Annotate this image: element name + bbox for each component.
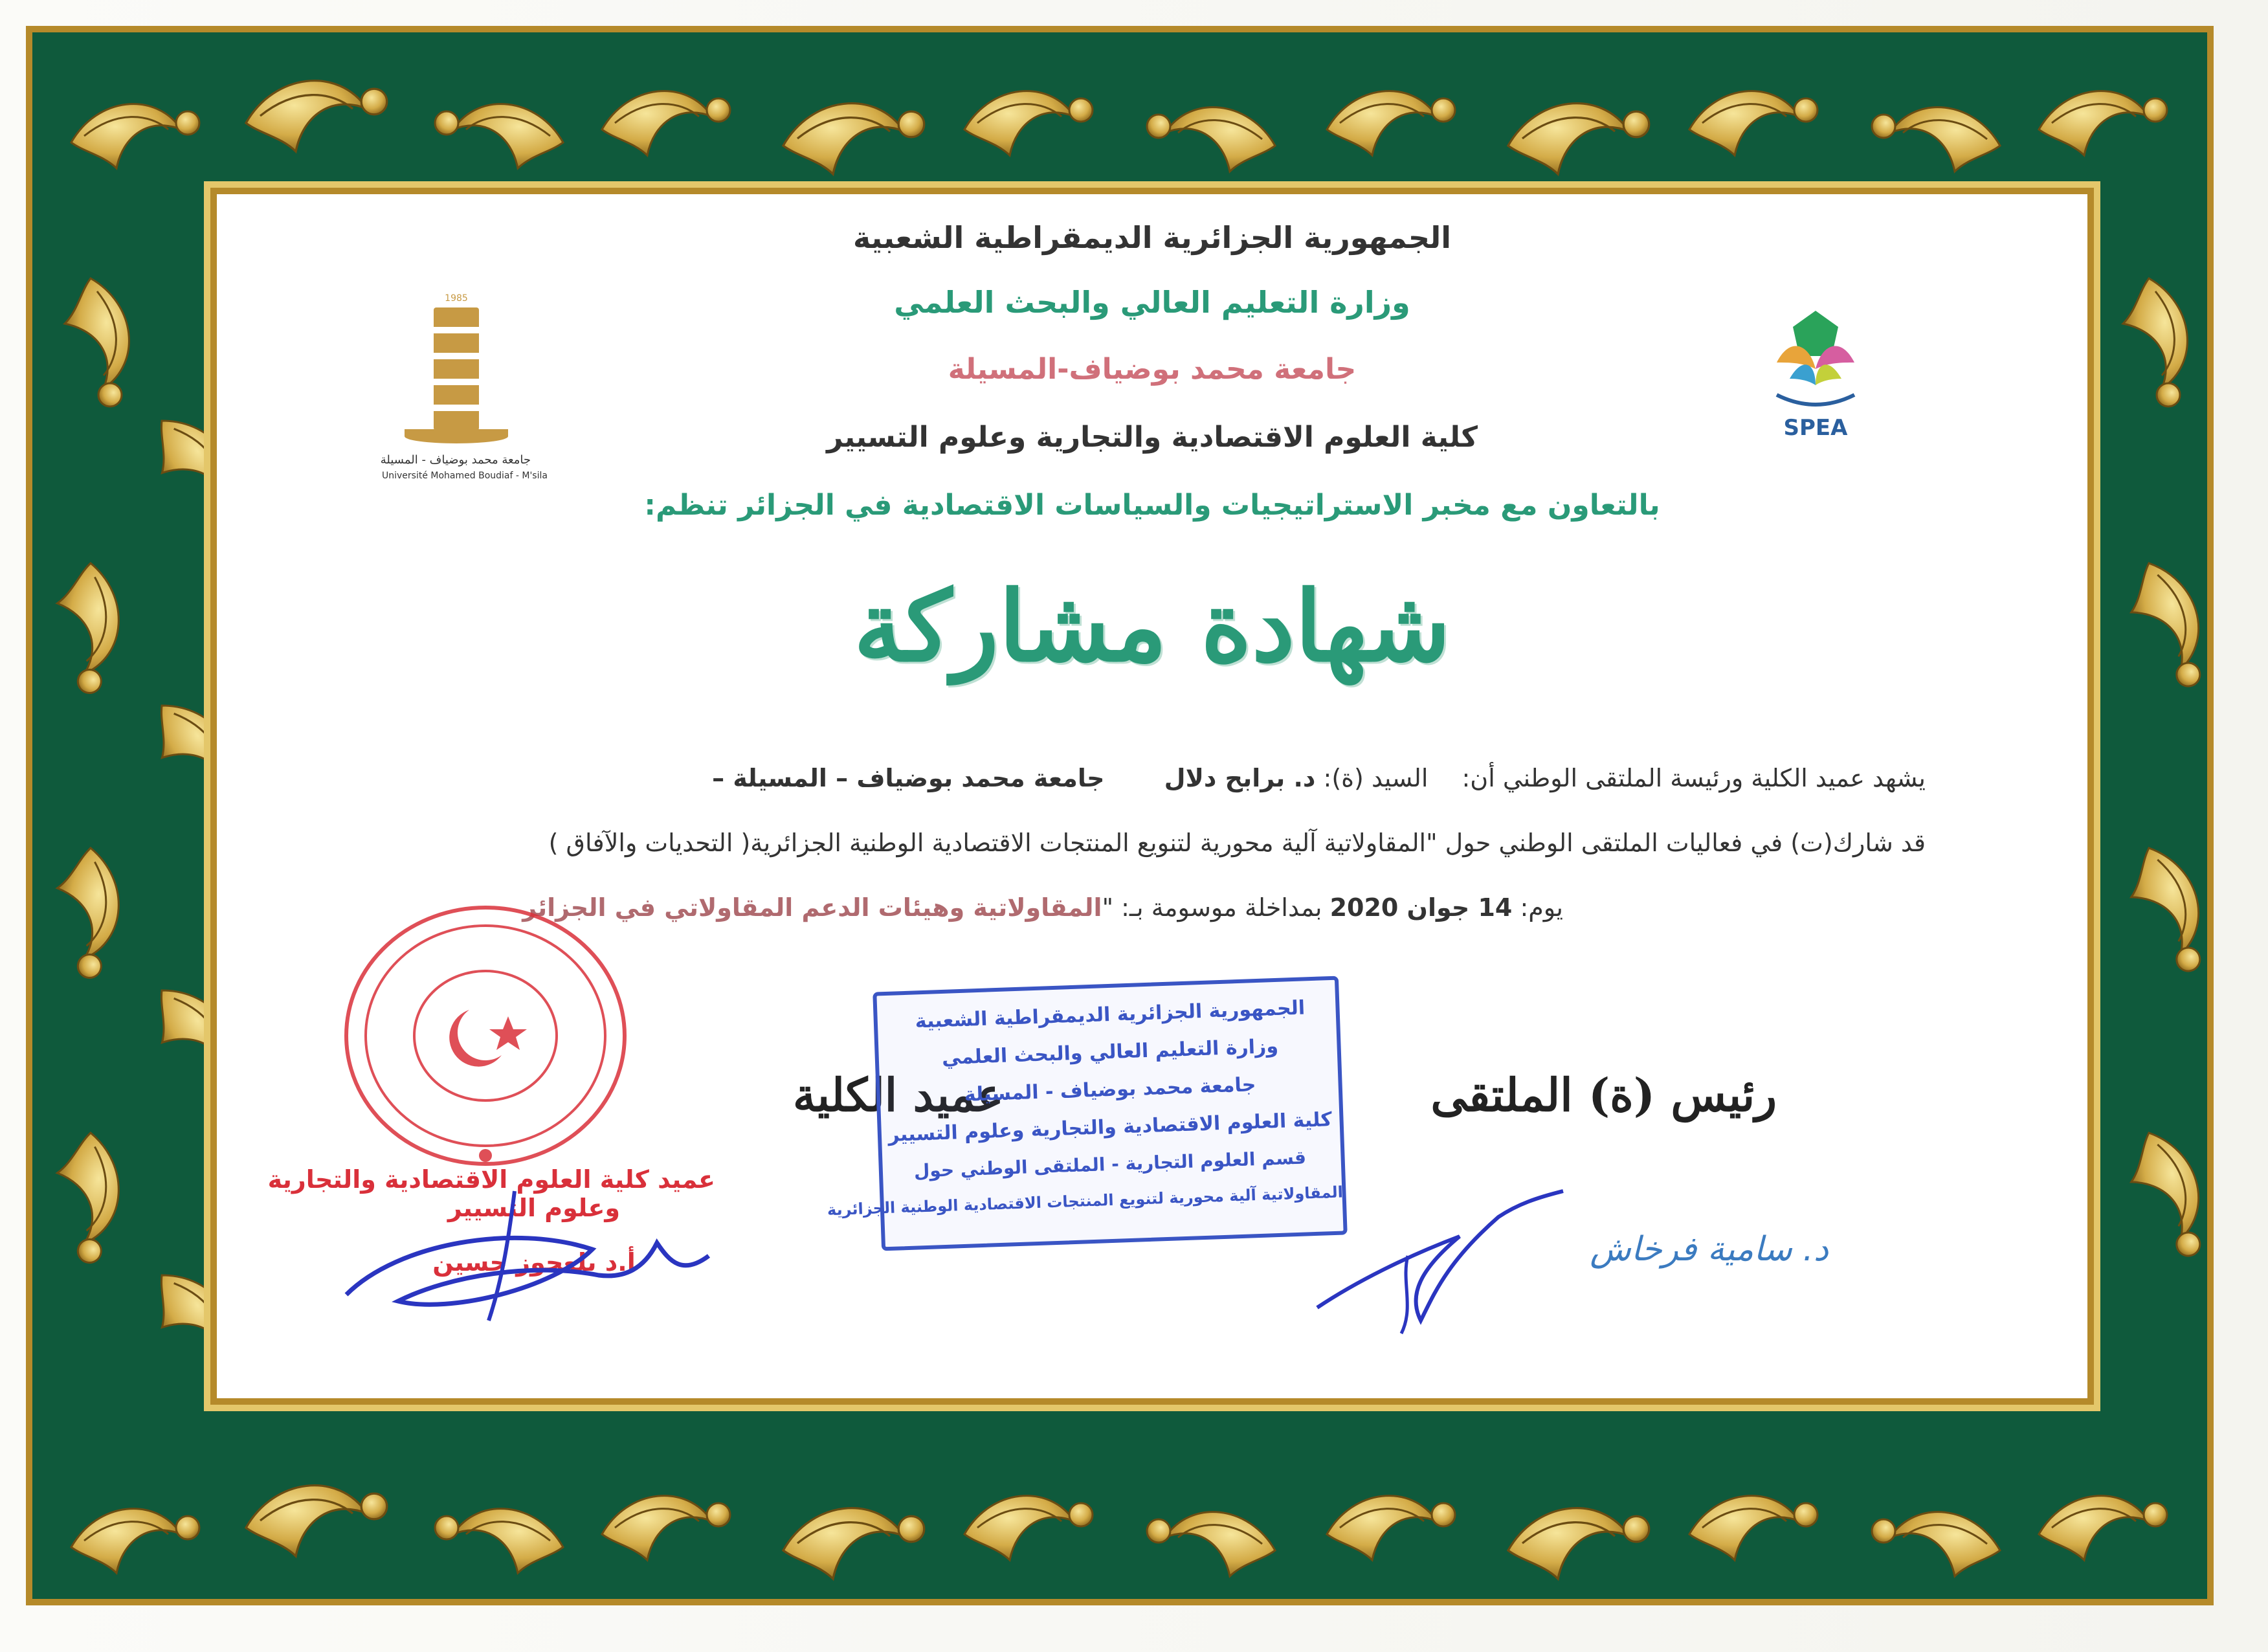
dean-signature [267,1165,786,1346]
spea-emblem-icon [1718,265,1913,479]
contribution-prefix: بمداخلة موسومة بـ: " [1102,893,1322,922]
svg-text:مخبر الاستراتيجيات والسياسات ا [1718,265,1727,269]
university-heading: جامعة محمد بوضياف-المسيلة [948,353,1357,386]
cooperation-line: بالتعاون مع مخبر الاستراتيجيات والسياسات الاقتصادية في الجزائر تنظم: [644,489,1660,522]
chair-name: د. سامية فرخاش [1590,1230,1829,1269]
department-stamp-line: الجمهورية الجزائرية الديمقراطية الشعبية [915,996,1306,1033]
dean-stamp-line: أ.د بلعجوز حسين [432,1248,636,1277]
university-founding-year: 1985 [445,293,468,304]
department-stamp-line: جامعة محمد بوضياف - المسيلة [964,1073,1256,1106]
participant-name: د. برابح دلال [1164,764,1316,792]
department-stamp [827,984,1344,1243]
department-stamp-line: كلية العلوم الاقتصادية والتجارية وعلوم التسيير [887,1108,1333,1146]
lab-acronym: SPEA [1783,415,1848,441]
chair-signature [1304,1178,1576,1346]
university-logo [380,293,548,495]
attestation-line [712,764,1926,792]
university-logo-caption-ar: جامعة محمد بوضياف - المسيلة [380,453,531,467]
open-book-icon [405,429,508,443]
date-prefix: يوم: [1520,893,1563,922]
republic-heading: الجمهورية الجزائرية الديمقراطية الشعبية [852,220,1452,255]
certificate-title: شهادة مشاركة [853,570,1451,684]
attestation-intro: يشهد عميد الكلية ورئيسة الملتقى الوطني أن: [1462,764,1926,792]
dean-stamp-line: وعلوم التسيير [447,1194,621,1222]
department-stamp-line: المقاولاتية آلية محورية لتنويع المنتجات الاقتصادية الوطنية الجزائرية [827,1183,1344,1220]
round-seal-icon [337,900,634,1172]
lab-logo [1718,265,1913,479]
faculty-heading: كلية العلوم الاقتصادية والتجارية وعلوم التسيير [827,421,1478,454]
certificate-content [230,207,2074,1385]
ministry-heading: وزارة التعليم العالي والبحث العلمي [894,285,1410,320]
participation-line: قد شارك(ت) في فعاليات الملتقى الوطني حول "المقاولاتية آلية محورية لتنويع المنتجات الاقتصادية الوطنية الجزائرية( التحديات والآفاق ) [548,829,1926,857]
university-logo-caption-fr: Université Mohamed Boudiaf - M'sila [382,471,548,481]
department-stamp-line: وزارة التعليم العالي والبحث العلمي [941,1034,1279,1070]
chair-signature-label: رئيس (ة) الملتقى [1430,1068,1777,1122]
lab-arc-text [1718,265,1727,269]
event-date: 14 جوان 2020 [1329,893,1513,922]
department-stamp-line: قسم العلوم التجارية - الملتقى الوطني حول [913,1146,1307,1182]
honorific: السيد (ة): [1323,764,1429,792]
date-contribution-line [522,893,1563,922]
dean-stamp-line: عميد كلية العلوم الاقتصادية والتجارية [267,1165,715,1194]
tower-icon [434,307,479,430]
participant-affiliation: جامعة محمد بوضياف – المسيلة – [712,764,1105,792]
dean-signature-label: عميد الكلية [793,1068,1004,1122]
contribution-title: المقاولاتية وهيئات الدعم المقاولاتي في الجزائر [522,893,1102,922]
dean-round-stamp [337,900,634,1172]
